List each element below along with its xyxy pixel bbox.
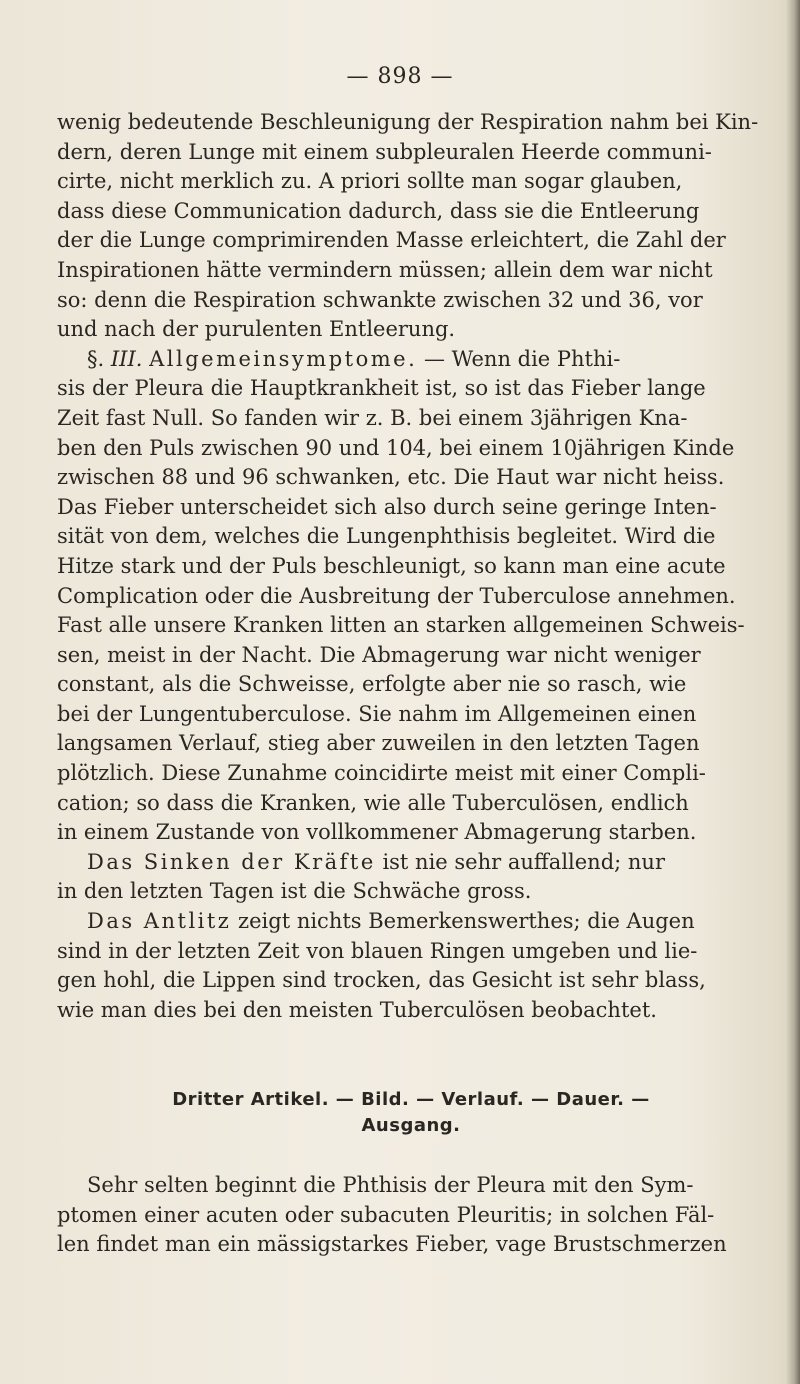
text-line: Zeit fast Null. So fanden wir z. B. bei einem 3jährigen Kna-: [57, 405, 688, 430]
paragraph-5: [57, 1171, 765, 1260]
paragraph-2: [57, 345, 765, 848]
paragraph-4: [57, 907, 765, 1025]
text-line: dern, deren Lunge mit einem subpleuralen Heerde communi-: [57, 139, 712, 164]
text-line: ben den Puls zwischen 90 und 104, bei einem 10jährigen Kinde: [57, 435, 735, 460]
text-line: §. III. Allgemeinsymptome. — Wenn die Phthi-: [87, 346, 621, 371]
text-line: len findet man ein mässigstarkes Fieber, vage Brustschmerzen: [57, 1232, 727, 1257]
text-line: Das Fieber unterscheidet sich also durch seine geringe Inten-: [57, 494, 717, 519]
text-line: sität von dem, welches die Lungenphthisis begleitet. Wird die: [57, 524, 716, 549]
text-line: wenig bedeutende Beschleunigung der Respiration nahm bei Kin-: [57, 110, 759, 134]
page-number: — 898 —: [346, 64, 454, 89]
text-line: so: denn die Respiration schwankte zwischen 32 und 36, vor: [57, 287, 703, 312]
heading-line-2: Ausgang.: [361, 1115, 461, 1136]
spaced-term: Das Sinken der Kräfte: [87, 849, 376, 874]
text-line: plötzlich. Diese Zunahme coincidirte meist mit einer Compli-: [57, 761, 706, 786]
text-line: cation; so dass die Kranken, wie alle Tuberculösen, endlich: [57, 790, 689, 815]
text-line: Fast alle unsere Kranken litten an starken allgemeinen Schweis-: [57, 613, 745, 638]
text-line: Das Sinken der Kräfte ist nie sehr auffallend; nur: [87, 849, 665, 874]
text-line: bei der Lungentuberculose. Sie nahm im Allgemeinen einen: [57, 701, 697, 726]
section-number: III.: [110, 346, 143, 371]
text-line: zwischen 88 und 96 schwanken, etc. Die Haut war nicht heiss.: [57, 465, 725, 490]
heading-line-1: Dritter Artikel. — Bild. — Verlauf. — Dauer. —: [172, 1089, 650, 1110]
text-line: gen hohl, die Lippen sind trocken, das Gesicht ist sehr blass,: [57, 968, 706, 993]
text-line: constant, als die Schweisse, erfolgte aber nie so rasch, wie: [57, 672, 687, 697]
paragraph-1: [57, 108, 765, 345]
text-line: Inspirationen hätte vermindern müssen; allein dem war nicht: [57, 257, 713, 282]
text-line: und nach der purulenten Entleerung.: [57, 317, 456, 342]
text-line: langsamen Verlauf, stieg aber zuweilen in den letzten Tagen: [57, 731, 700, 756]
paragraph-3: [57, 848, 765, 907]
text-line: Sehr selten beginnt die Phthisis der Pleura mit den Sym-: [87, 1173, 694, 1197]
text-line: wie man dies bei den meisten Tuberculösen beobachtet.: [57, 997, 657, 1022]
spaced-term: Das Antlitz: [87, 909, 232, 934]
text-line: dass diese Communication dadurch, dass sie die Entleerung: [57, 198, 700, 223]
text-line: sind in der letzten Zeit von blauen Ringen umgeben und lie-: [57, 938, 698, 963]
main-text-block: [57, 108, 765, 1025]
text-line: in einem Zustande von vollkommener Abmagerung starben.: [57, 820, 697, 845]
text-line: ptomen einer acuten oder subacuten Pleuritis; in solchen Fäl-: [57, 1202, 715, 1227]
text-line: Hitze stark und der Puls beschleunigt, so kann man eine acute: [57, 553, 726, 578]
text-line: der die Lunge comprimirenden Masse erleichtert, die Zahl der: [57, 228, 726, 253]
article-heading: [57, 1087, 765, 1139]
text-line: in den letzten Tagen ist die Schwäche gross.: [57, 879, 532, 904]
text-line: Das Antlitz zeigt nichts Bemerkenswerthes; die Augen: [87, 909, 695, 934]
page-edge-shadow: [786, 0, 800, 1384]
text-line: Complication oder die Ausbreitung der Tuberculose annehmen.: [57, 583, 736, 608]
section-title: Allgemeinsymptome.: [149, 346, 418, 371]
text-line: cirte, nicht merklich zu. A priori sollte man sogar glauben,: [57, 169, 683, 194]
text-line: sis der Pleura die Hauptkrankheit ist, so ist das Fieber lange: [57, 376, 706, 401]
text-line: sen, meist in der Nacht. Die Abmagerung war nicht weniger: [57, 642, 701, 667]
